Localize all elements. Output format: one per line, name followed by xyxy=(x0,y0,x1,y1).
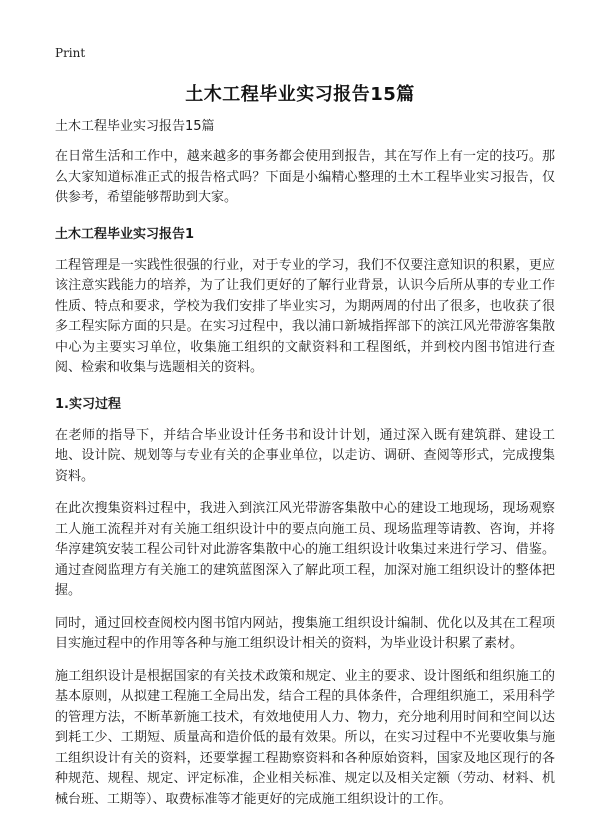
body-paragraph-1: 在老师的指导下，并结合毕业设计任务书和设计计划，通过深入既有建筑群、建设工地、设计院、规划等与专业有关的企事业单位，以走访、调研、查阅等形式，完成搜集资料。 xyxy=(55,427,555,484)
print-link[interactable]: Print xyxy=(55,46,86,60)
subsection-heading: 1.实习过程 xyxy=(55,396,121,412)
section-heading: 土木工程毕业实习报告1 xyxy=(55,226,195,242)
section-paragraph: 工程管理是一实践性很强的行业，对于专业的学习，我们不仅要注意知识的积累，更应该注意实践能力的培养，为了让我们更好的了解行业背景，认识今后所从事的专业工作性质、特点和要求，学校为我们安排了毕业实习，为期两周的付出了很多，也收获了很多工程实际方面的只是。在实习过程中，我以浦口新城指挥部下的滨江风光带游客集散中心为主要实习单位，收集施工组织的文献资料和工程图纸，并到校内图书馆进行查阅、检索和收集与选题相关的资料。 xyxy=(55,257,555,375)
intro-paragraph: 在日常生活和工作中，越来越多的事务都会使用到报告，其在写作上有一定的技巧。那么大家知道标准正式的报告格式吗？下面是小编精心整理的土木工程毕业实习报告，仅供参考，希望能够帮助到大家。 xyxy=(55,149,555,205)
body-paragraph-2: 在此次搜集资料过程中，我进入到滨江风光带游客集散中心的建设工地现场，现场观察工人施工流程并对有关施工组织设计中的要点向施工员、现场监理等请教、咨询，并将华淳建筑安装工程公司针对此游客集散中心的施工组织设计收集过来进行学习、借鉴。通过查阅监理方有关施工的建筑蓝图深入了解此项工程，加深对施工组织设计的整体把握。 xyxy=(55,501,555,598)
document-subtitle: 土木工程毕业实习报告15篇 xyxy=(55,119,215,134)
document-title: 土木工程毕业实习报告15篇 xyxy=(185,84,415,105)
body-paragraph-4: 施工组织设计是根据国家的有关技术政策和规定、业主的要求、设计图纸和组织施工的基本原则，从拟建工程施工全局出发，结合工程的具体条件，合理组织施工，采用科学的管理方法，不断革新施工技术，有效地使用人力、物力，充分地利用时间和空间以达到耗工少、工期短、质量高和造价低的最有效果。所以，在实习过程中不光要收集与施工组织设计有关的资料，还要掌握工程勘察资料和各种原始资料，国家及地区现行的各种规范、规程、规定、评定标准，企业相关标准、规定以及相关定额（劳动、材料、机械台班、工期等）、取费标准等才能更好的完成施工组织设计的工作。 xyxy=(55,668,555,807)
body-paragraph-3: 同时，通过回校查阅校内图书馆内网站，搜集施工组织设计编制、优化以及其在工程项目实施过程中的作用等各种与施工组织设计相关的资料，为毕业设计积累了素材。 xyxy=(55,615,555,651)
document-body xyxy=(55,117,555,822)
